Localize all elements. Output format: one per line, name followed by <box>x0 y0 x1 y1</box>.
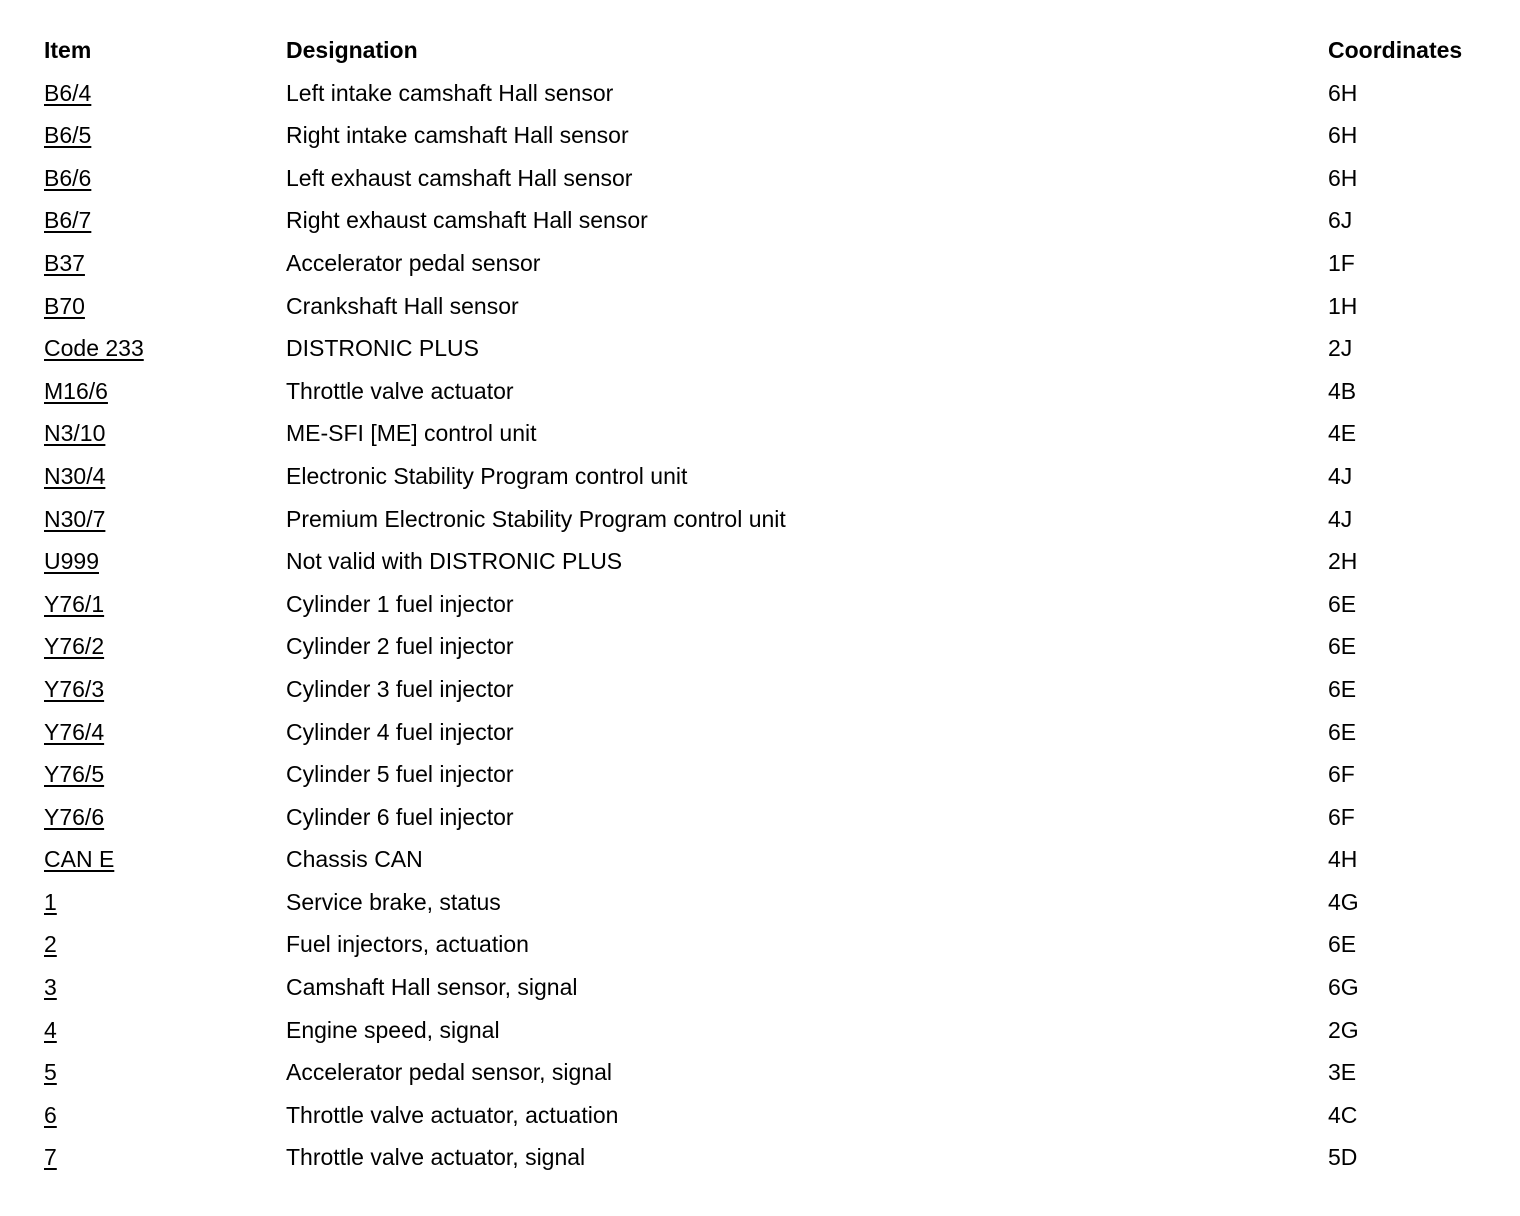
coordinates-cell: 6E <box>1328 675 1357 702</box>
table-row <box>44 796 1504 839</box>
item-link[interactable]: 5 <box>44 1059 57 1086</box>
table-row <box>44 668 1504 711</box>
item-link[interactable]: CAN E <box>44 846 115 873</box>
designation-cell: Camshaft Hall sensor, signal <box>286 974 578 1001</box>
item-link[interactable]: 2 <box>44 931 57 958</box>
coordinates-cell: 2J <box>1328 335 1353 362</box>
coordinates-cell: 4J <box>1328 505 1353 532</box>
header-designation: Designation <box>286 37 418 63</box>
designation-cell: Crankshaft Hall sensor <box>286 292 519 319</box>
designation-cell: Not valid with DISTRONIC PLUS <box>286 548 623 575</box>
item-link[interactable]: 1 <box>44 888 57 915</box>
designation-cell: Cylinder 4 fuel injector <box>286 718 514 745</box>
designation-cell: Accelerator pedal sensor, signal <box>286 1059 613 1086</box>
coordinates-cell: 4C <box>1328 1101 1358 1128</box>
coordinates-cell: 6F <box>1328 761 1355 788</box>
coordinates-cell: 6E <box>1328 718 1357 745</box>
designation-cell: Cylinder 3 fuel injector <box>286 675 514 702</box>
item-link[interactable]: 6 <box>44 1101 57 1128</box>
designation-cell: Throttle valve actuator <box>286 377 514 404</box>
table-header <box>44 29 1504 72</box>
coordinates-cell: 3E <box>1328 1059 1357 1086</box>
component-legend-table <box>44 29 1504 1179</box>
table-row <box>44 114 1504 157</box>
header-item: Item <box>44 37 92 63</box>
table-row <box>44 242 1504 285</box>
item-link[interactable]: U999 <box>44 548 99 575</box>
table-row <box>44 370 1504 413</box>
designation-cell: Cylinder 2 fuel injector <box>286 633 514 660</box>
table-row <box>44 540 1504 583</box>
designation-cell: Cylinder 5 fuel injector <box>286 761 514 788</box>
item-link[interactable]: N3/10 <box>44 420 106 447</box>
designation-cell: Fuel injectors, actuation <box>286 931 529 958</box>
item-link[interactable]: 7 <box>44 1144 57 1171</box>
coordinates-cell: 6E <box>1328 633 1357 660</box>
item-link[interactable]: B6/5 <box>44 122 92 149</box>
designation-cell: Left exhaust camshaft Hall sensor <box>286 164 633 191</box>
designation-cell: Chassis CAN <box>286 846 423 873</box>
item-link[interactable]: Code 233 <box>44 335 144 362</box>
coordinates-cell: 6F <box>1328 803 1355 830</box>
designation-cell: Right exhaust camshaft Hall sensor <box>286 207 648 234</box>
coordinates-cell: 6H <box>1328 164 1358 191</box>
designation-cell: Right intake camshaft Hall sensor <box>286 122 629 149</box>
table-row <box>44 966 1504 1009</box>
coordinates-cell: 6E <box>1328 931 1357 958</box>
designation-cell: Left intake camshaft Hall sensor <box>286 79 614 106</box>
designation-cell: Cylinder 6 fuel injector <box>286 803 514 830</box>
table-row <box>44 881 1504 924</box>
designation-cell: Accelerator pedal sensor <box>286 249 541 276</box>
designation-cell: Throttle valve actuator, actuation <box>286 1101 619 1128</box>
item-link[interactable]: N30/7 <box>44 505 106 532</box>
coordinates-cell: 1F <box>1328 249 1355 276</box>
header-coordinates: Coordinates <box>1328 37 1463 63</box>
coordinates-cell: 4B <box>1328 377 1357 404</box>
table-row <box>44 753 1504 796</box>
item-link[interactable]: B6/7 <box>44 207 92 234</box>
item-link[interactable]: Y76/2 <box>44 633 105 660</box>
coordinates-cell: 4H <box>1328 846 1358 873</box>
item-link[interactable]: M16/6 <box>44 377 108 404</box>
coordinates-cell: 6J <box>1328 207 1353 234</box>
designation-cell: Throttle valve actuator, signal <box>286 1144 586 1171</box>
coordinates-cell: 2H <box>1328 548 1358 575</box>
table-row <box>44 711 1504 754</box>
designation-cell: Cylinder 1 fuel injector <box>286 590 514 617</box>
coordinates-cell: 1H <box>1328 292 1358 319</box>
item-link[interactable]: N30/4 <box>44 462 106 489</box>
table-row <box>44 1136 1504 1179</box>
table-body <box>44 72 1504 1179</box>
item-link[interactable]: 3 <box>44 974 57 1001</box>
coordinates-cell: 6H <box>1328 122 1358 149</box>
item-link[interactable]: Y76/1 <box>44 590 105 617</box>
table-row <box>44 923 1504 966</box>
table-row <box>44 625 1504 668</box>
table-row <box>44 157 1504 200</box>
item-link[interactable]: B6/4 <box>44 79 92 106</box>
designation-cell: Premium Electronic Stability Program control unit <box>286 505 786 532</box>
designation-cell: Service brake, status <box>286 888 501 915</box>
designation-cell: Engine speed, signal <box>286 1016 500 1043</box>
coordinates-cell: 5D <box>1328 1144 1358 1171</box>
table-row <box>44 455 1504 498</box>
coordinates-cell: 4E <box>1328 420 1357 447</box>
table-row <box>44 498 1504 541</box>
designation-cell: DISTRONIC PLUS <box>286 335 479 362</box>
item-link[interactable]: B70 <box>44 292 85 319</box>
table-row <box>44 583 1504 626</box>
coordinates-cell: 6H <box>1328 79 1358 106</box>
item-link[interactable]: Y76/3 <box>44 675 105 702</box>
item-link[interactable]: B37 <box>44 249 85 276</box>
designation-cell: Electronic Stability Program control unit <box>286 462 688 489</box>
coordinates-cell: 2G <box>1328 1016 1359 1043</box>
item-link[interactable]: 4 <box>44 1016 57 1043</box>
table-row <box>44 285 1504 328</box>
item-link[interactable]: Y76/5 <box>44 761 105 788</box>
table-row <box>44 412 1504 455</box>
table-row <box>44 327 1504 370</box>
coordinates-cell: 4J <box>1328 462 1353 489</box>
item-link[interactable]: Y76/4 <box>44 718 105 745</box>
coordinates-cell: 6E <box>1328 590 1357 617</box>
coordinates-cell: 4G <box>1328 888 1359 915</box>
item-link[interactable]: Y76/6 <box>44 803 105 830</box>
item-link[interactable]: B6/6 <box>44 164 92 191</box>
table-row <box>44 72 1504 115</box>
table-row <box>44 199 1504 242</box>
designation-cell: ME-SFI [ME] control unit <box>286 420 537 447</box>
table-row <box>44 1009 1504 1052</box>
coordinates-cell: 6G <box>1328 974 1359 1001</box>
table-row <box>44 838 1504 881</box>
table-row <box>44 1051 1504 1094</box>
table-row <box>44 1094 1504 1137</box>
